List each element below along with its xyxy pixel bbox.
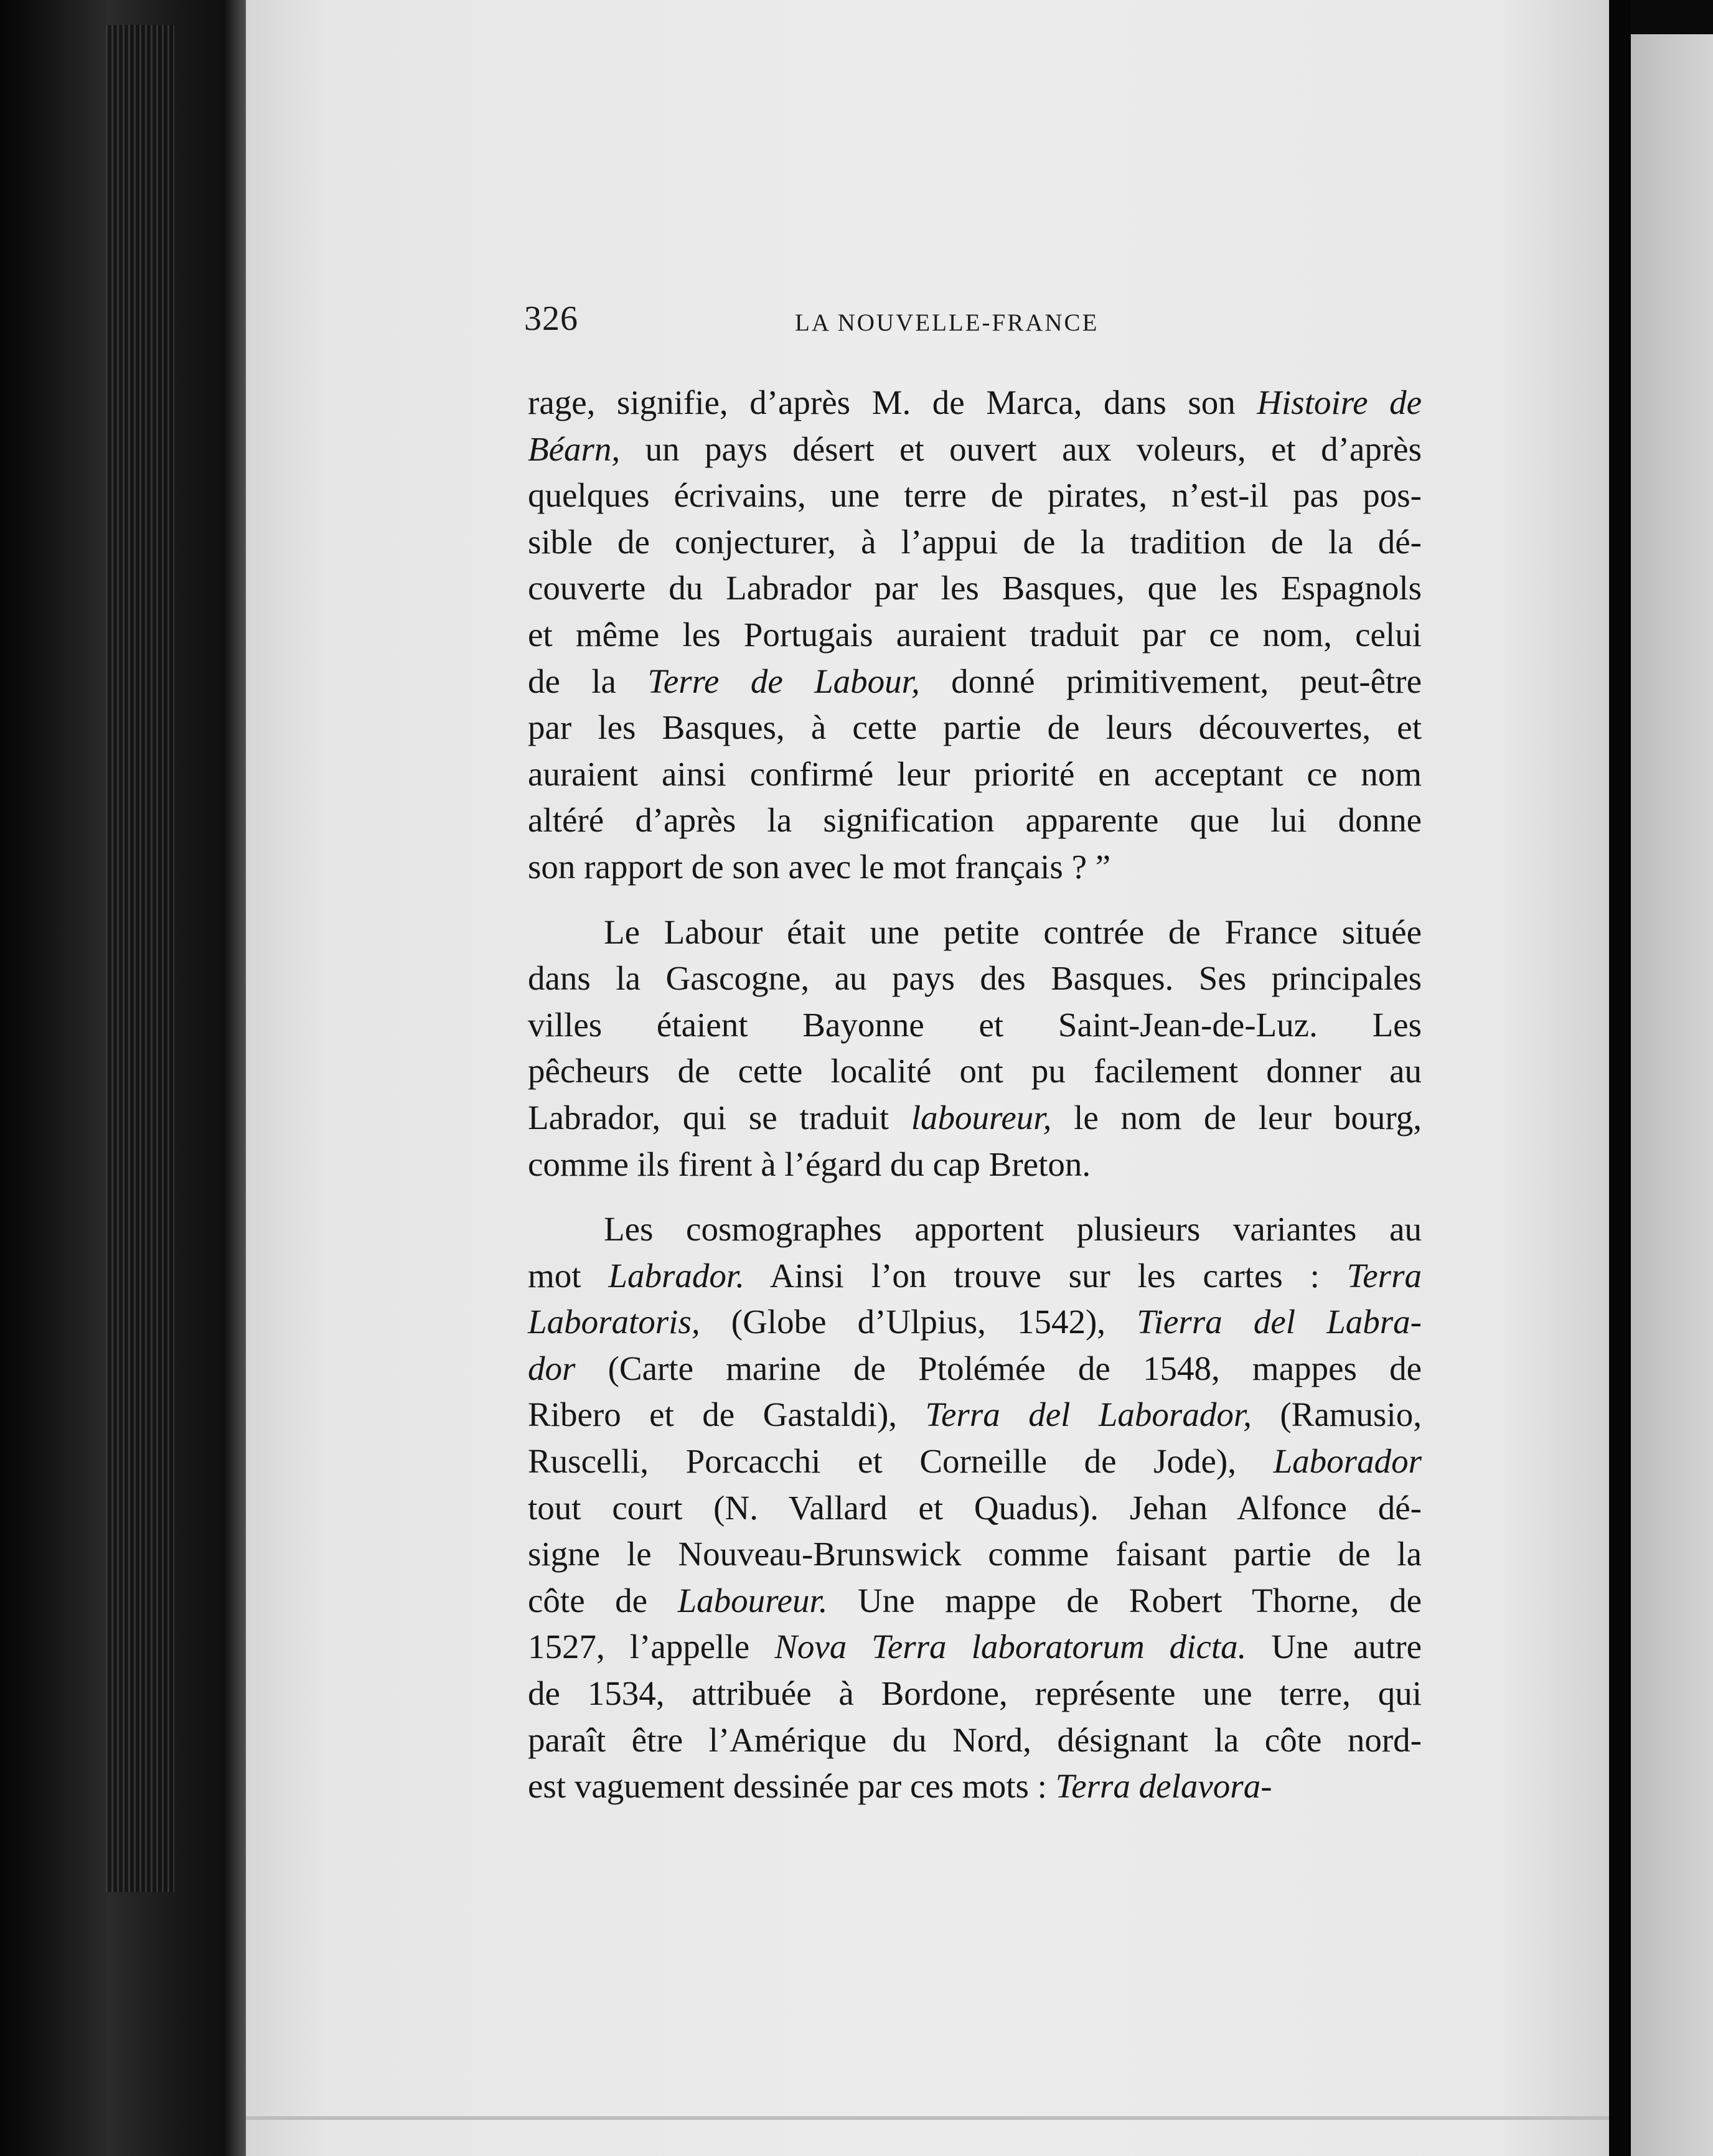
text-run: dans la Gascogne, au pays des Basques. Ses principales (528, 959, 1422, 998)
text-run: auraient ainsi confirmé leur priorité en acceptant ce nom (528, 754, 1422, 793)
text-run: Ribero et de Gastaldi), (528, 1395, 926, 1434)
text-run: (Carte marine de Ptolémée de 1548, mappes de (575, 1349, 1422, 1387)
italic-text: Terre de Labour, (647, 662, 920, 700)
text-line (528, 1763, 1422, 1810)
italic-text: Nova Terra laboratorum dicta. (774, 1628, 1247, 1666)
text-line (528, 519, 1422, 566)
text-run: villes étaient Bayonne et Saint-Jean-de-Luz. Les (528, 1005, 1422, 1044)
italic-text: Terra delavora- (1055, 1767, 1272, 1806)
paragraph (528, 909, 1422, 1188)
text-line (528, 659, 1422, 705)
italic-text: Béarn, (528, 429, 621, 468)
text-run: tout court (N. Vallard et Quadus). Jehan Alfonce dé- (528, 1488, 1422, 1527)
text-run: donné primitivement, peut-être (919, 662, 1422, 700)
text-run: mot (528, 1256, 609, 1295)
italic-text: dor (528, 1349, 576, 1387)
page-edges (106, 25, 174, 1892)
text-line (528, 1717, 1422, 1764)
text-run: (Ramusio, (1251, 1395, 1422, 1434)
text-run: le nom de leur bourg, (1051, 1098, 1422, 1137)
text-run: et même les Portugais auraient traduit par ce nom, celui (528, 615, 1422, 654)
text-run: sible de conjecturer, à l’appui de la tradition de la dé- (528, 522, 1422, 561)
page-bottom-edge (246, 2116, 1609, 2120)
text-run: un pays désert et ouvert aux voleurs, et d’après (620, 429, 1422, 468)
text-line (528, 612, 1422, 659)
italic-text: Labrador. (608, 1256, 744, 1295)
text-line (528, 426, 1422, 473)
text-line (528, 1531, 1422, 1578)
text-run: est vaguement dessinée par ces mots : (528, 1767, 1056, 1806)
text-line (528, 1206, 1422, 1253)
text-run: signe le Nouveau-Brunswick comme faisant partie de la (528, 1535, 1422, 1573)
text-run: altéré d’après la signification apparente que lui donne (528, 801, 1422, 840)
text-run: Une mappe de Robert Thorne, de (827, 1581, 1422, 1619)
text-line (528, 751, 1422, 798)
text-run: de 1534, attribuée à Bordone, représente une terre, qui (528, 1674, 1422, 1713)
text-run: par les Basques, à cette partie de leurs découvertes, et (528, 708, 1422, 747)
text-run: Labrador, qui se traduit (528, 1098, 911, 1137)
text-line (528, 1048, 1422, 1095)
text-run: pêcheurs de cette localité ont pu facilement donner au (528, 1052, 1422, 1090)
body-text (528, 380, 1422, 1810)
text-line (528, 955, 1422, 1002)
text-line (528, 1671, 1422, 1717)
text-line (528, 472, 1422, 519)
text-run: rage, signifie, d’après M. de Marca, dans son (528, 383, 1257, 421)
italic-text: Laboratoris, (528, 1303, 700, 1341)
text-run: (Globe d’Ulpius, 1542), (700, 1303, 1137, 1341)
adjacent-page-edge (1631, 34, 1713, 2156)
gutter-shadow (224, 0, 249, 2156)
text-line (528, 1095, 1422, 1141)
text-line (528, 1485, 1422, 1532)
page-gap (1609, 0, 1631, 2156)
text-run: Les cosmographes apportent plusieurs variantes au (604, 1210, 1422, 1249)
text-run: Ruscelli, Porcacchi et Corneille de Jode), (528, 1442, 1274, 1481)
text-run: de la (528, 662, 648, 700)
text-run: son rapport de son avec le mot français ? ” (528, 847, 1111, 886)
italic-text: Laboureur. (677, 1581, 828, 1619)
text-run: Une autre (1246, 1628, 1422, 1666)
text-run: Le Labour était une petite contrée de France située (604, 912, 1422, 951)
text-run: couverte du Labrador par les Basques, que les Espagnols (528, 569, 1422, 607)
text-line (528, 1141, 1422, 1188)
text-line (528, 565, 1422, 612)
running-header (524, 299, 1147, 342)
text-run: quelques écrivains, une terre de pirates, n’est-il pas pos- (528, 476, 1422, 515)
text-line (528, 1299, 1422, 1346)
paragraph (528, 1206, 1422, 1810)
text-line (528, 1578, 1422, 1624)
text-line (528, 1002, 1422, 1049)
italic-text: Tierra del Labra- (1137, 1303, 1422, 1341)
italic-text: Laborador (1273, 1442, 1422, 1481)
running-title: LA NOUVELLE-FRANCE (795, 309, 1099, 336)
text-line (528, 1392, 1422, 1438)
page-number: 326 (524, 299, 578, 338)
italic-text: Terra (1346, 1256, 1422, 1295)
text-line (528, 380, 1422, 426)
italic-text: laboureur, (911, 1098, 1052, 1137)
paragraph (528, 380, 1422, 891)
text-run: 1527, l’appelle (528, 1628, 775, 1666)
italic-text: Histoire de (1257, 383, 1422, 421)
text-run: côte de (528, 1581, 678, 1619)
italic-text: Terra del Laborador, (925, 1395, 1252, 1434)
text-line (528, 1624, 1422, 1671)
text-line (528, 844, 1422, 891)
text-line (528, 797, 1422, 844)
text-run: comme ils firent à l’égard du cap Breton. (528, 1145, 1091, 1183)
text-line (528, 1346, 1422, 1392)
text-run: Ainsi l’on trouve sur les cartes : (744, 1256, 1347, 1295)
text-line (528, 909, 1422, 956)
text-line (528, 1438, 1422, 1485)
text-run: paraît être l’Amérique du Nord, désignant la côte nord- (528, 1720, 1422, 1759)
text-line (528, 705, 1422, 751)
text-line (528, 1253, 1422, 1300)
